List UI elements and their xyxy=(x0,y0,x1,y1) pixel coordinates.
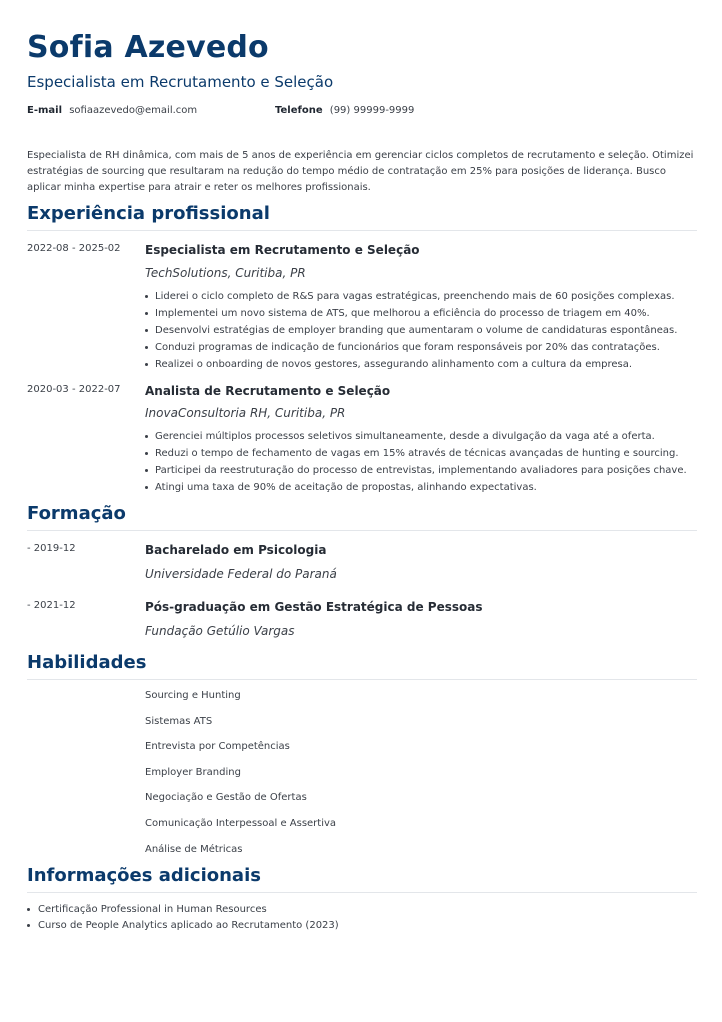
education-section-title: Formação xyxy=(27,503,126,524)
email-contact xyxy=(27,104,197,118)
phone-contact xyxy=(275,104,414,118)
list-item: Participei da reestruturação do processo de entrevistas, implementando avaliadores para posições chave. xyxy=(145,462,705,479)
education-dates: - 2019-12 xyxy=(27,543,76,554)
list-item: Reduzi o tempo de fechamento de vagas em 15% através de técnicas avançadas de hunting e sourcing. xyxy=(145,445,705,462)
education-degree: Bacharelado em Psicologia xyxy=(145,543,327,557)
candidate-role: Especialista em Recrutamento e Seleção xyxy=(27,73,334,91)
email-value: sofiaazevedo@email.com xyxy=(69,105,198,116)
experience-section-title: Experiência profissional xyxy=(27,203,270,224)
skill-item: Employer Branding xyxy=(145,766,241,778)
skill-item: Comunicação Interpessoal e Assertiva xyxy=(145,817,337,829)
job-company: TechSolutions, Curitiba, PR xyxy=(145,266,306,280)
additional-section-title: Informações adicionais xyxy=(27,865,261,886)
email-label: E-mail xyxy=(27,105,63,116)
job-bullets xyxy=(145,288,705,373)
list-item: Gerenciei múltiplos processos seletivos simultaneamente, desde a divulgação da vaga até a oferta. xyxy=(145,428,705,445)
skill-item: Sourcing e Hunting xyxy=(145,690,241,701)
list-item: Desenvolvi estratégias de employer branding que aumentaram o volume de candidaturas espontâneas. xyxy=(145,322,705,339)
section-divider xyxy=(27,679,697,680)
list-item: Curso de People Analytics aplicado ao Recrutamento (2023) xyxy=(27,918,627,934)
education-school: Fundação Getúlio Vargas xyxy=(145,624,295,638)
education-dates: - 2021-12 xyxy=(27,600,76,611)
job-dates: 2022-08 - 2025-02 xyxy=(27,243,121,254)
skills-list xyxy=(145,689,336,868)
job-title: Especialista em Recrutamento e Seleção xyxy=(145,243,420,257)
phone-label: Telefone xyxy=(275,105,323,116)
skill-item: Análise de Métricas xyxy=(145,843,243,855)
job-company: InovaConsultoria RH, Curitiba, PR xyxy=(145,406,346,420)
section-divider xyxy=(27,892,697,893)
job-dates: 2020-03 - 2022-07 xyxy=(27,384,121,395)
list-item: Atingi uma taxa de 90% de aceitação de propostas, alinhando expectativas. xyxy=(145,479,705,496)
education-degree: Pós-graduação em Gestão Estratégica de Pessoas xyxy=(145,600,483,614)
list-item: Implementei um novo sistema de ATS, que melhorou a eficiência do processo de triagem em 40%. xyxy=(145,305,705,322)
list-item: Liderei o ciclo completo de R&S para vagas estratégicas, preenchendo mais de 60 posições complexas. xyxy=(145,288,705,305)
section-divider xyxy=(27,530,697,531)
professional-summary: Especialista de RH dinâmica, com mais de 5 anos de experiência em gerenciar ciclos completos de recrutamento e seleção. Otimizei estratégias de sourcing que resultaram na redução do tempo médio de contratação em 25% para posições de liderança. Busco aplicar minha expertise para atrair e reter os melhores profissionais. xyxy=(27,150,694,193)
job-bullets xyxy=(145,428,705,496)
skill-item: Entrevista por Competências xyxy=(145,741,290,753)
skill-item: Negociação e Gestão de Ofertas xyxy=(145,792,307,804)
additional-list xyxy=(27,902,627,934)
education-school: Universidade Federal do Paraná xyxy=(145,567,337,581)
phone-value: (99) 99999-9999 xyxy=(329,105,415,116)
list-item: Conduzi programas de indicação de funcionários que foram responsáveis por 20% das contratações. xyxy=(145,339,705,356)
job-title: Analista de Recrutamento e Seleção xyxy=(145,384,391,398)
list-item: Certificação Professional in Human Resources xyxy=(27,902,627,918)
candidate-name: Sofia Azevedo xyxy=(27,30,269,65)
skills-section-title: Habilidades xyxy=(27,652,147,673)
list-item: Realizei o onboarding de novos gestores, assegurando alinhamento com a cultura da empresa. xyxy=(145,356,705,373)
skill-item: Sistemas ATS xyxy=(145,715,213,727)
section-divider xyxy=(27,230,697,231)
